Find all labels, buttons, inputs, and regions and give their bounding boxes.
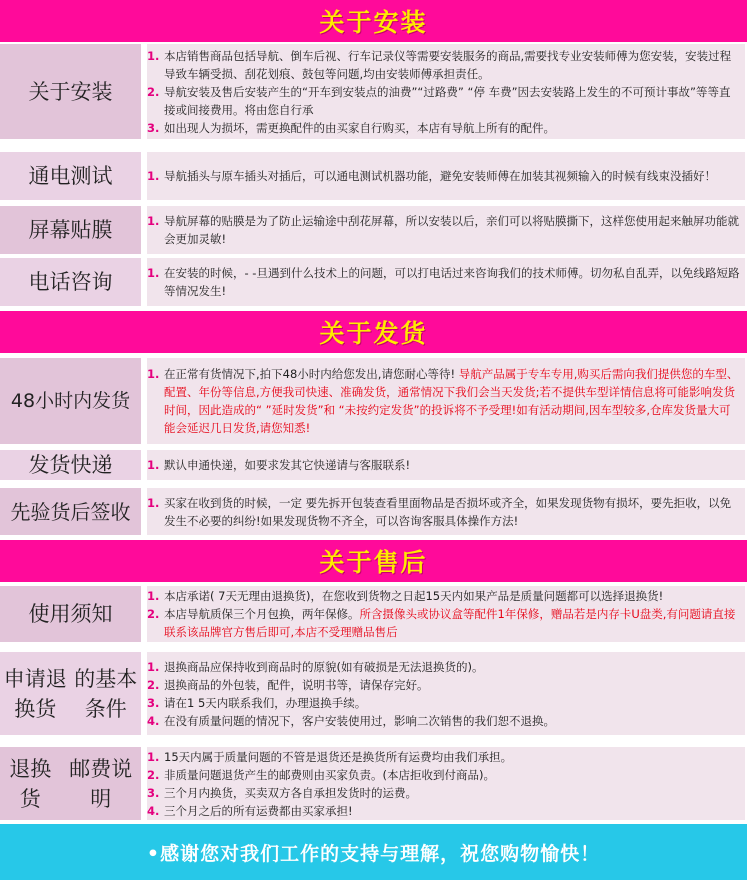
list-item bbox=[147, 587, 741, 605]
footer-banner bbox=[0, 824, 747, 880]
list-item bbox=[147, 605, 741, 641]
item-number: 1. bbox=[147, 659, 160, 674]
list-item bbox=[147, 47, 741, 83]
info-row bbox=[0, 747, 747, 820]
warning-text: 导航产品属于专车专用,购买后需向我们提供您的车型、配置、年份等信息,方便我司快速、准确发货，通常情况下我们会当天发货;若不提供车型详情信息将可能影响发货时间，因此造成的“ ”延时发货”和 “未按约定发货”的投诉将不予受理!如有活动期间,因车型较多,仓库发货量大可能会延迟几日发货,请您知悉! bbox=[164, 367, 739, 435]
list-item bbox=[147, 494, 741, 530]
item-number: 1. bbox=[147, 48, 160, 63]
section-banner bbox=[0, 311, 747, 353]
item-text: 买家在收到货的时候，一定 要先拆开包装查看里面物品是否损坏或齐全，如果发现货物有损坏，要先拒收，以免发生不必要的纠纷!如果发现货物不齐全，可以咨询客服具体操作方法! bbox=[164, 495, 732, 528]
item-text: 导航安装及售后安装产生的“开车到安装点的油费”“过路费” “停 车费”因去安装路上发生的不可预计事故”等等直接或间接费用。将由您自行承 bbox=[164, 84, 731, 117]
row-content bbox=[147, 44, 745, 139]
item-number: 1. bbox=[147, 367, 160, 381]
item-text: 退换商品应保持收到商品时的原貌(如有破损是无法退换货的)。 bbox=[164, 659, 484, 674]
list-item bbox=[147, 212, 741, 248]
item-text: 默认申通快递，如要求发其它快递请与客服联系! bbox=[164, 458, 411, 472]
info-row bbox=[0, 44, 747, 139]
row-content bbox=[147, 152, 745, 200]
list-item bbox=[147, 748, 741, 766]
item-number: 1. bbox=[147, 214, 160, 228]
section-banner bbox=[0, 0, 747, 42]
row-label: 先验货后签收 bbox=[0, 488, 141, 535]
row-label-line: 邮费说明 bbox=[69, 756, 133, 811]
info-row bbox=[0, 152, 747, 200]
info-row bbox=[0, 652, 747, 735]
row-label: 发货快递 bbox=[0, 450, 141, 480]
item-number: 2. bbox=[147, 607, 160, 621]
item-text: 在没有质量问题的情况下，客户安装使用过，影响二次销售的我们恕不退换。 bbox=[164, 713, 555, 728]
row-label bbox=[0, 747, 141, 820]
item-number: 4. bbox=[147, 803, 160, 818]
footer-message: •感谢您对我们工作的支持与理解，祝您购物愉快！ bbox=[146, 842, 601, 865]
row-content bbox=[147, 747, 745, 820]
row-label: 48小时内发货 bbox=[0, 358, 141, 444]
row-label-line: 退换货 bbox=[9, 756, 52, 811]
item-text: 本店承诺( 7天无理由退换货)，在您收到货物之日起15天内如果产品是质量问题都可以选择退换货! bbox=[164, 589, 664, 603]
row-content bbox=[147, 488, 745, 535]
row-content bbox=[147, 358, 745, 444]
list-item bbox=[147, 766, 741, 784]
list-item bbox=[147, 676, 741, 694]
list-item bbox=[147, 802, 741, 820]
list-item bbox=[147, 694, 741, 712]
section-title: 关于发货 bbox=[319, 319, 428, 348]
row-content bbox=[147, 206, 745, 254]
item-text: 请在1 5天内联系我们，办理退换手续。 bbox=[164, 695, 367, 710]
list-item bbox=[147, 365, 741, 437]
list-item bbox=[147, 456, 741, 474]
row-label: 电话咨询 bbox=[0, 258, 141, 306]
item-text: 非质量问题退货产生的邮费则由买家负责。(本店拒收到付商品)。 bbox=[164, 767, 495, 782]
item-text: 在正常有货情况下,拍下48小时内给您发出,请您耐心等待! bbox=[164, 367, 459, 381]
row-label: 屏幕贴膜 bbox=[0, 206, 141, 254]
row-content bbox=[147, 450, 745, 480]
item-number: 1. bbox=[147, 749, 160, 764]
section-title: 关于安装 bbox=[319, 8, 428, 37]
item-text: 导航屏幕的贴膜是为了防止运输途中刮花屏幕，所以安装以后，亲们可以将贴膜撕下，这样您使用起来触屏功能就会更加灵敏! bbox=[164, 214, 739, 246]
info-row bbox=[0, 258, 747, 306]
list-item bbox=[147, 658, 741, 676]
section-title: 关于售后 bbox=[319, 548, 428, 577]
item-number: 3. bbox=[147, 695, 160, 710]
row-content bbox=[147, 258, 745, 306]
item-number: 1. bbox=[147, 589, 160, 603]
row-content bbox=[147, 586, 745, 642]
item-number: 2. bbox=[147, 677, 160, 692]
item-number: 4. bbox=[147, 713, 160, 728]
item-text: 如出现人为损坏，需更换配件的由买家自行购买，本店有导航上所有的配件。 bbox=[164, 120, 555, 135]
list-item bbox=[147, 167, 741, 185]
list-item bbox=[147, 712, 741, 730]
item-text: 本店导航质保三个月包换，两年保修。 bbox=[164, 607, 360, 621]
item-number: 1. bbox=[147, 266, 160, 280]
item-number: 1. bbox=[147, 169, 160, 183]
row-label: 关于安装 bbox=[0, 44, 141, 139]
info-row bbox=[0, 206, 747, 254]
row-label: 通电测试 bbox=[0, 152, 141, 200]
list-item bbox=[147, 784, 741, 802]
item-text: 15天内属于质量问题的不管是退货还是换货所有运费均由我们承担。 bbox=[164, 749, 513, 764]
warning-text: 所含摄像头或协议盒等配件1年保修，赠品若是内存卡U盘类,有问题请直接联系该品牌官方售后即可,本店不受理赠品售后 bbox=[164, 607, 736, 639]
item-text: 三个月之后的所有运费都由买家承担! bbox=[164, 803, 353, 818]
section-banner bbox=[0, 540, 747, 582]
item-number: 1. bbox=[147, 495, 160, 510]
item-number: 1. bbox=[147, 458, 160, 472]
info-row bbox=[0, 358, 747, 444]
row-label: 使用须知 bbox=[0, 586, 141, 642]
info-row bbox=[0, 586, 747, 642]
info-row bbox=[0, 488, 747, 535]
row-label bbox=[0, 652, 141, 735]
list-item bbox=[147, 83, 741, 119]
info-row bbox=[0, 450, 747, 480]
row-label-line: 的基本条件 bbox=[74, 666, 138, 721]
item-text: 三个月内换货，买卖双方各自承担发货时的运费。 bbox=[164, 785, 417, 800]
item-text: 本店销售商品包括导航、倒车后视、行车记录仪等需要安装服务的商品,需要找专业安装师傅为您安装，安装过程导致车辆受损、刮花划痕、鼓包等问题,均由安装师傅承担责任。 bbox=[164, 48, 732, 81]
item-text: 退换商品的外包装，配件，说明书等，请保存完好。 bbox=[164, 677, 429, 692]
row-content bbox=[147, 652, 745, 735]
list-item bbox=[147, 119, 741, 137]
item-number: 2. bbox=[147, 84, 160, 99]
list-item bbox=[147, 264, 741, 300]
row-label-line: 申请退换货 bbox=[3, 666, 67, 721]
item-number: 3. bbox=[147, 785, 160, 800]
item-number: 2. bbox=[147, 767, 160, 782]
item-text: 在安装的时候，- -旦遇到什么技术上的问题，可以打电话过来咨询我们的技术师傅。切勿私自乱弄，以免线路短路等情况发生! bbox=[164, 266, 740, 298]
item-text: 导航插头与原车插头对插后，可以通电测试机器功能，避免安装师傅在加装其视频输入的时候有线束没插好！ bbox=[164, 169, 716, 183]
item-number: 3. bbox=[147, 120, 160, 135]
